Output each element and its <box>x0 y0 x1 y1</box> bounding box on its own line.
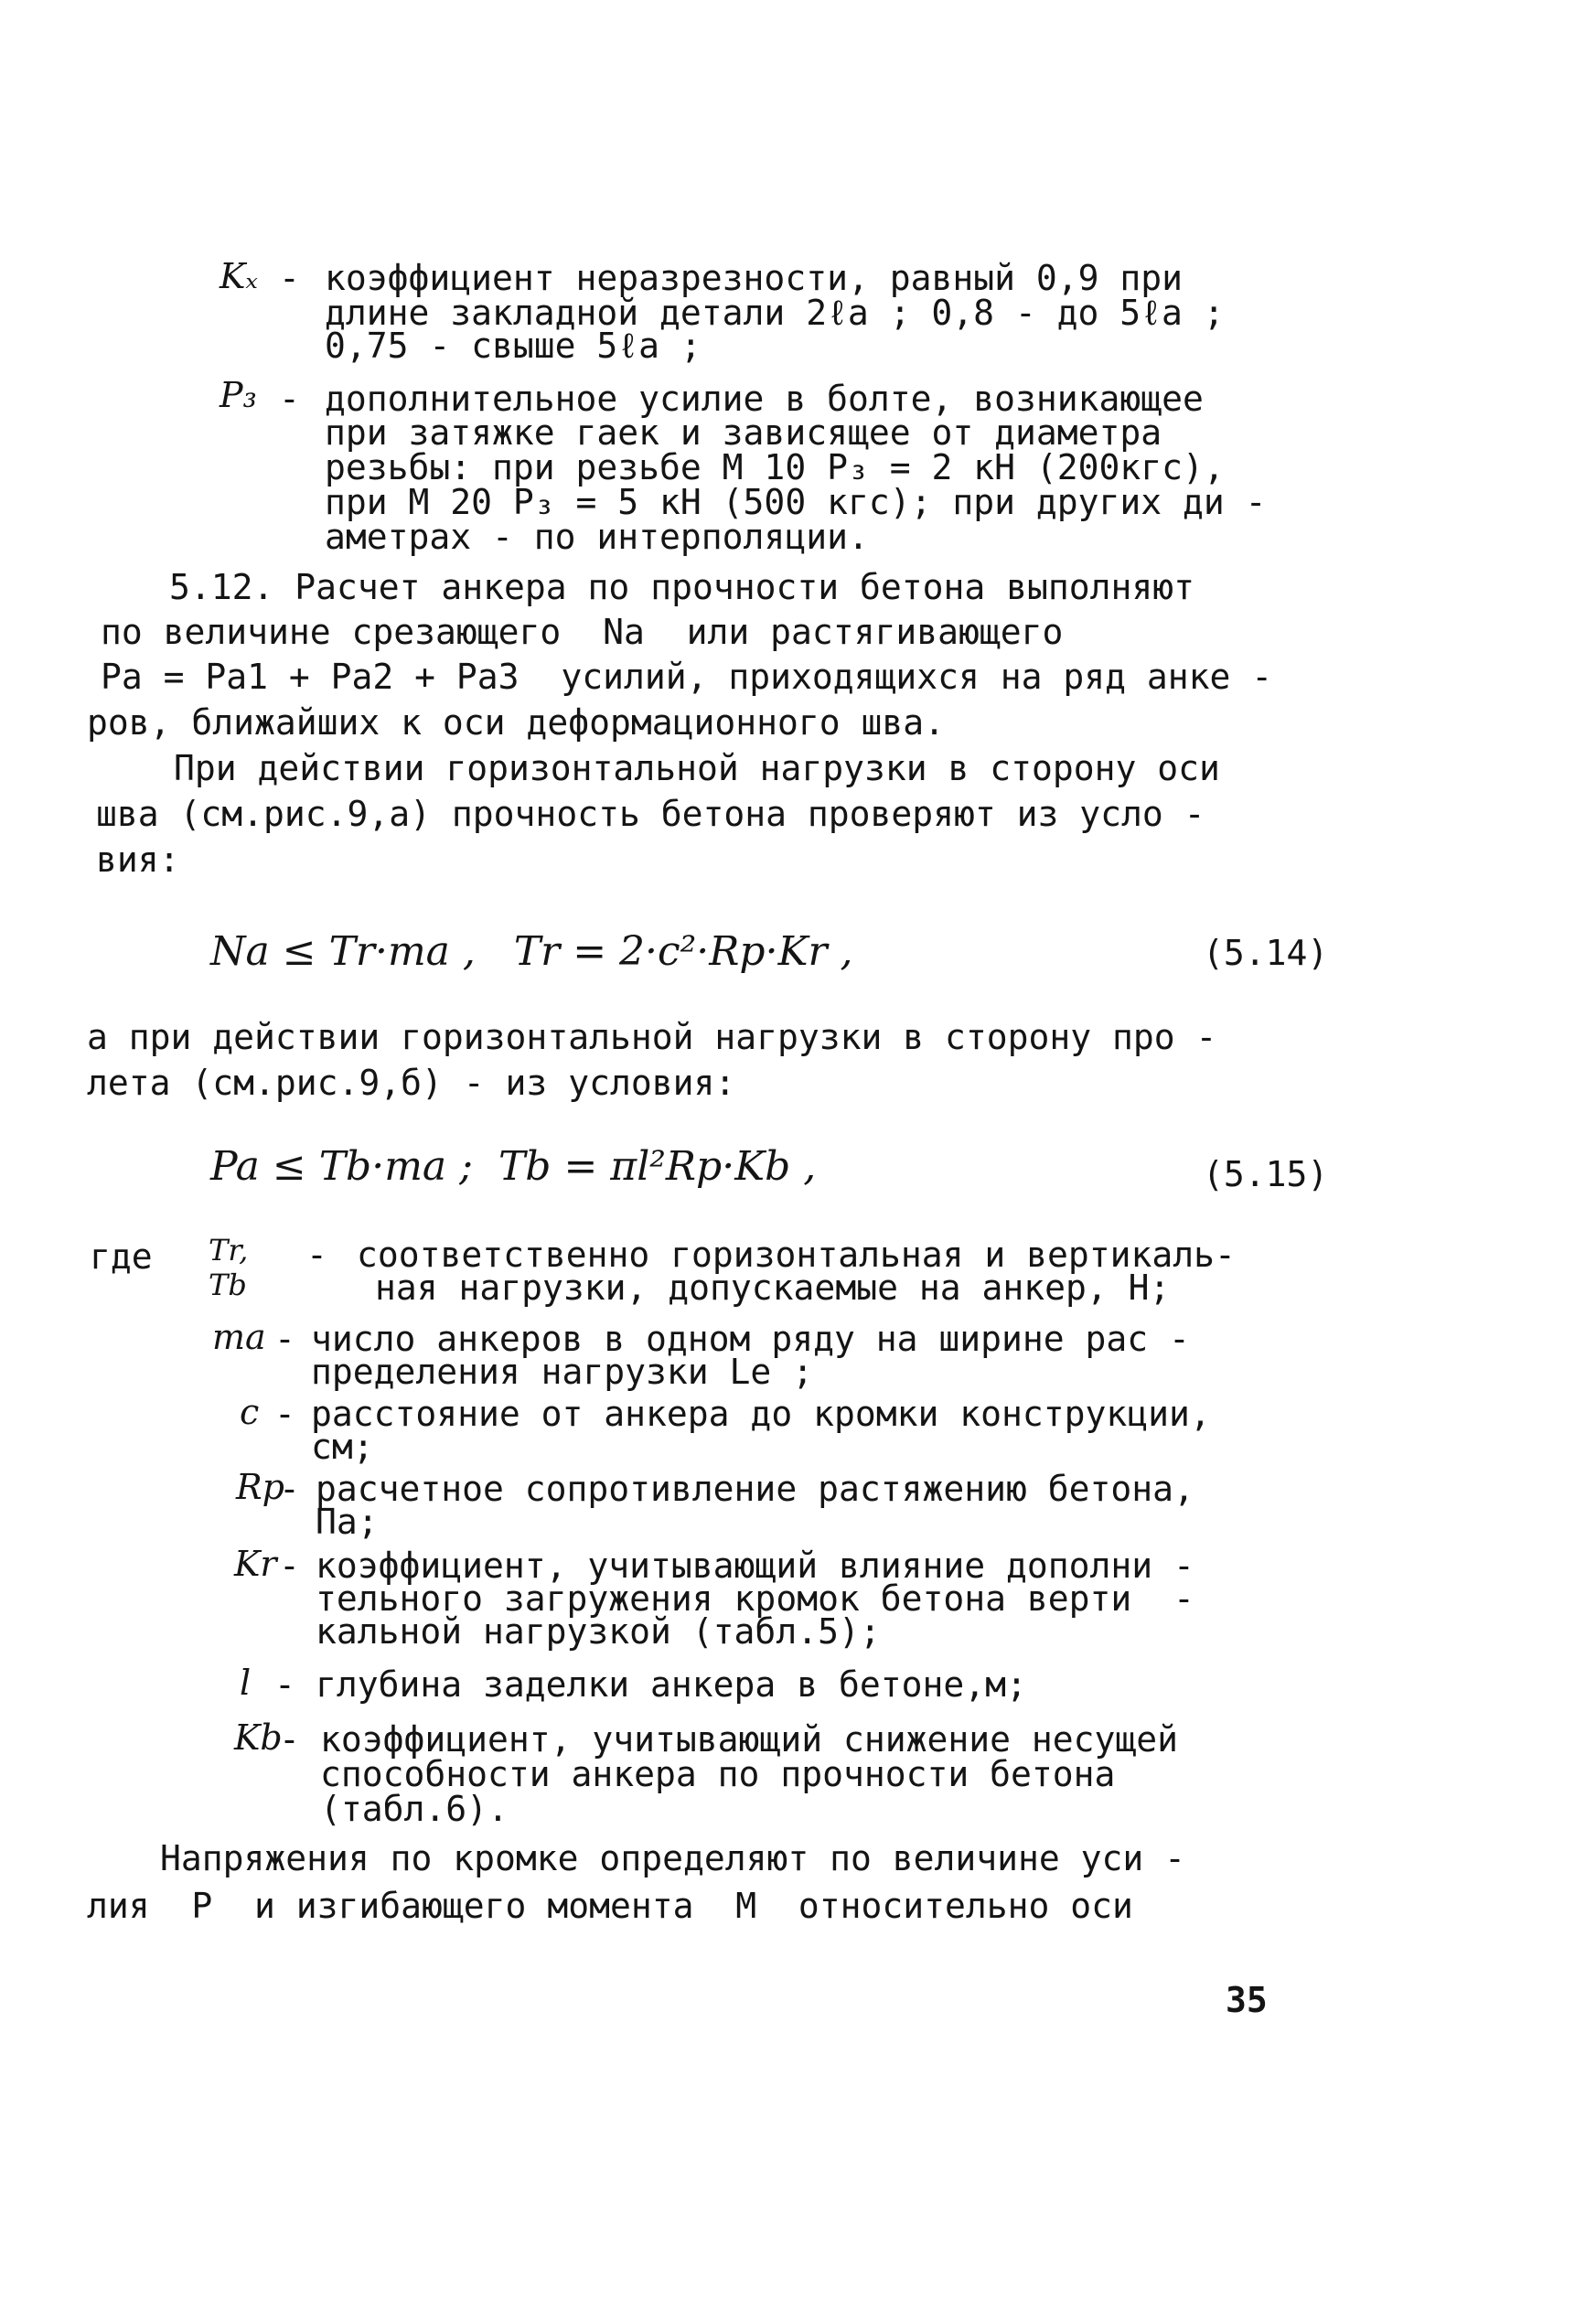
definition-line: расстояние от анкера до кромки конструкции, <box>311 1394 1211 1434</box>
paragraph-line: по величине срезающего Na или растягивающего <box>101 612 1064 652</box>
definition-symbol: P₃ <box>220 375 257 415</box>
paragraph-line: лия P и изгибающего момента M относительно оси <box>87 1886 1133 1926</box>
definition-line: Па; <box>316 1502 379 1542</box>
definition-symbol: Kₓ <box>220 256 258 296</box>
definition-line: коэффициент, учитывающий снижение несущей <box>320 1719 1178 1760</box>
definition-line: пределения нагрузки Le ; <box>311 1352 814 1392</box>
paragraph-line: 5.12. Расчет анкера по прочности бетона выполняют <box>169 567 1195 607</box>
definition-dash: - <box>274 1664 295 1705</box>
definition-dash: - <box>279 1546 300 1586</box>
definition-line: резьбы: при резьбе М 10 P₃ = 2 кН (200кгс), <box>325 447 1225 487</box>
definition-dash: - <box>306 1235 327 1275</box>
paragraph-line: Pa = Pa1 + Pa2 + Pa3 усилий, приходящихся на ряд анке - <box>101 657 1273 697</box>
definition-dash: - <box>274 1319 295 1359</box>
definition-line: расчетное сопротивление растяжению бетона, <box>316 1469 1194 1509</box>
definition-line: при затяжке гаек и зависящее от диаметра <box>325 412 1162 453</box>
definition-symbol: Kb <box>234 1717 283 1758</box>
definition-symbol: c <box>240 1392 260 1432</box>
definition-dash: - <box>274 1394 295 1434</box>
definition-line: коэффициент, учитывающий влияние дополни - <box>316 1546 1194 1586</box>
definition-line: длине закладной детали 2ℓa ; 0,8 - до 5ℓa ; <box>325 293 1225 333</box>
definition-line: число анкеров в одном ряду на ширине рас - <box>311 1319 1190 1359</box>
equation-number: (5.14) <box>1203 933 1329 973</box>
paragraph-line: вия: <box>96 840 180 880</box>
equation-5-15: Pa ≤ Tb·ma ; Tb = πl²Rp·Kb , <box>210 1143 817 1190</box>
definition-line: см; <box>311 1427 374 1467</box>
definition-dash: - <box>279 1469 300 1509</box>
definition-line: способности анкера по прочности бетона <box>320 1754 1116 1794</box>
definition-line: кальной нагрузкой (табл.5); <box>316 1611 881 1652</box>
definition-line: соответственно горизонтальная и вертикаль- <box>357 1235 1236 1275</box>
definition-line: (табл.6). <box>320 1789 509 1829</box>
definition-line: 0,75 - свыше 5ℓa ; <box>325 326 702 366</box>
definition-symbol: Kr <box>234 1544 277 1584</box>
definition-dash: - <box>279 258 300 298</box>
page-number: 35 <box>1226 1980 1268 2020</box>
equation-number: (5.15) <box>1203 1154 1329 1194</box>
definition-line: при М 20 P₃ = 5 кН (500 кгс); при других ди - <box>325 482 1267 522</box>
equation-5-14: Na ≤ Tr·ma , Tr = 2·c²·Rp·Kr , <box>210 928 853 975</box>
paragraph-line: ров, ближайших к оси деформационного шва. <box>87 702 945 743</box>
definition-line: аметрах - по интерполяции. <box>325 517 869 557</box>
paragraph-line: лета (см.рис.9,б) - из условия: <box>87 1063 736 1103</box>
definition-line: глубина заделки анкера в бетоне,м; <box>316 1664 1027 1705</box>
definition-symbol: Tr, Tb <box>209 1233 249 1302</box>
definition-symbol: Rp <box>236 1467 284 1507</box>
paragraph-line: При действии горизонтальной нагрузки в сторону оси <box>174 748 1220 788</box>
definition-dash: - <box>279 379 300 419</box>
definition-line: тельного загружения кромок бетона верти - <box>316 1578 1194 1619</box>
paragraph-line: Напряжения по кромке определяют по величине уси - <box>160 1838 1186 1878</box>
where-word: где <box>90 1236 153 1277</box>
definition-symbol: ma <box>212 1317 266 1357</box>
definition-line: дополнительное усилие в болте, возникающее <box>325 379 1204 419</box>
paragraph-line: а при действии горизонтальной нагрузки в сторону про - <box>87 1017 1217 1057</box>
definition-dash: - <box>279 1719 300 1760</box>
definition-symbol: l <box>240 1663 252 1703</box>
paragraph-line: шва (см.рис.9,а) прочность бетона проверяют из усло - <box>96 794 1205 834</box>
definition-line: коэффициент неразрезности, равный 0,9 при <box>325 258 1183 298</box>
definition-line: ная нагрузки, допускаемые на анкер, Н; <box>375 1268 1171 1308</box>
